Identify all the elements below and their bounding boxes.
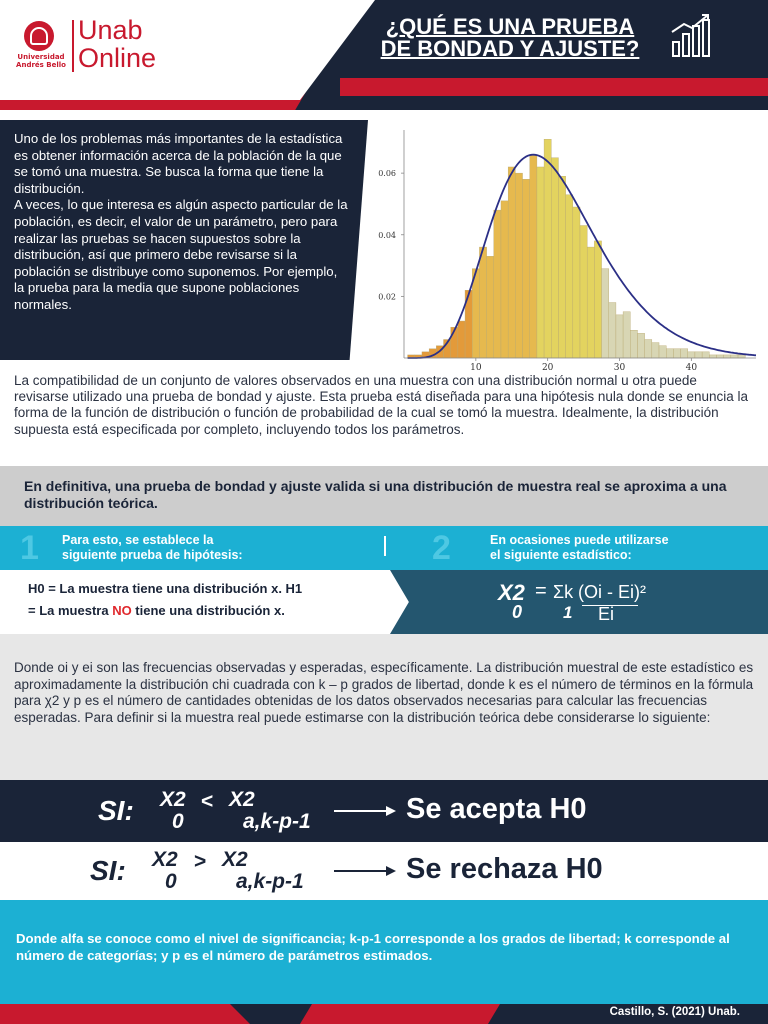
histogram-bar <box>652 343 659 358</box>
histogram-bar <box>537 167 544 358</box>
decision-reject-op: > <box>194 850 207 873</box>
paragraph-explanation: Donde oi y ei son las frecuencias observadas y esperadas, específicamente. La distribución muestral de este estadístico es aproximadamente la distribución chi cuadrada con k – p grados de libertad, donde k es el número de términos en la fórmula para χ2 y p es el número de cantidades obtenidas de los datos observados necesarias para calcular las frecuencias esperadas. Para definir si la muestra real puede estimarse con la distribución teórica debe considerarse lo siguiente: <box>14 660 754 725</box>
credit: Castillo, S. (2021) Unab. <box>609 1006 740 1018</box>
histogram-bar <box>551 158 558 358</box>
decision-reject-result: Se rechaza H0 <box>406 853 603 885</box>
histogram-bar <box>580 226 587 358</box>
page-title: ¿QUÉ ES UNA PRUEBA DE BONDAD Y AJUSTE? <box>380 14 640 61</box>
step-1-number: 1 <box>20 529 39 567</box>
histogram-bar <box>508 167 515 358</box>
decision-reject-rhs: X2 <box>222 848 248 871</box>
histogram-bar <box>738 355 745 358</box>
statistic-lhs: X2 <box>498 580 525 605</box>
step-2-label: En ocasiones puede utilizarse el siguiente estadístico: <box>490 533 669 562</box>
histogram-bar <box>716 355 723 358</box>
decision-accept-rhs-sub: a,k-p-1 <box>243 810 311 833</box>
statistic-denominator: Ei <box>598 604 615 624</box>
hypothesis-no: NO <box>112 603 132 618</box>
x-tick-label: 40 <box>685 363 698 372</box>
paragraph-compatibility: La compatibilidad de un conjunto de valores observados en una muestra con una distribución normal u otra puede revisarse utilizado una prueba de bondad y ajuste. Esta prueba está diseñada para una hipótesis nula donde se enuncia la forma de la función de distribución o función de probabilidad de la cual se tomó la muestra. Idealmente, la distribución supuesta está especificada por completo, incluyendo todos los parámetros. <box>14 373 749 437</box>
decision-accept-si: SI: <box>98 795 134 826</box>
hypothesis-text: H0 = La muestra tiene una distribución x. H1 = La muestra NO tiene una distribución x. <box>28 581 303 618</box>
histogram-bar <box>673 349 680 358</box>
histogram-bar <box>630 330 637 358</box>
arrow-right-icon <box>334 864 396 878</box>
histogram-bar <box>594 241 601 358</box>
decision-accept-rhs: X2 <box>229 788 255 811</box>
header-red-strip <box>340 78 768 96</box>
histogram-bar <box>688 352 695 358</box>
x-tick-label: 10 <box>470 363 482 372</box>
histogram-bar <box>681 349 688 358</box>
histogram-bar <box>501 201 508 358</box>
decision-accept-result: Se acepta H0 <box>406 793 587 825</box>
histogram-bar <box>659 346 666 358</box>
step-divider <box>384 536 386 556</box>
intro-text: Uno de los problemas más importantes de la estadística es obtener información acerca de la población de la que se tomó una muestra. Se busca la forma que tiene la distribución. A veces, lo que interesa es algún aspecto particular de la población, es decir, el valor de un parámetro, pero para realizar las pruebas se hacen supuestos sobre la distribución, así que primero debe revisarse si la población se distribuye como suponemos. Por ejemplo, la prueba para la media que supone poblaciones normales. <box>14 131 348 312</box>
arrow-right-icon <box>334 804 396 818</box>
step-1-label: Para esto, se establece la siguiente prueba de hipótesis: <box>62 533 243 562</box>
logo-university-name: Universidad Andrés Bello <box>16 53 66 69</box>
decision-reject-rhs-sub: a,k-p-1 <box>236 870 304 893</box>
note-text: Donde alfa se conoce como el nivel de significancia; k-p-1 corresponde a los grados de libertad; k corresponde al número de categorías; y p es el número de parámetros estimados. <box>16 931 730 963</box>
decision-reject-si: SI: <box>90 855 126 886</box>
university-seal-icon <box>24 21 54 51</box>
histogram-bar <box>479 247 486 358</box>
histogram-chart <box>368 122 760 372</box>
decision-accept-lhs: X2 <box>160 788 186 811</box>
decision-reject-lhs-sub: 0 <box>165 870 177 893</box>
histogram-bar <box>515 173 522 358</box>
histogram-bar <box>666 349 673 358</box>
histogram-bar <box>573 207 580 358</box>
logo-divider <box>72 20 74 72</box>
footer-red-stripe <box>300 1004 500 1024</box>
histogram-bar <box>623 312 630 358</box>
y-tick-label: 0.04 <box>378 230 396 240</box>
histogram-bar <box>602 269 609 358</box>
bar-chart-icon <box>670 12 716 58</box>
histogram-bar <box>494 210 501 358</box>
logo-unab: Unab <box>78 15 143 45</box>
histogram-bar <box>695 352 702 358</box>
histogram-bar <box>702 352 709 358</box>
histogram-bar <box>616 315 623 358</box>
histogram-bar <box>724 355 731 358</box>
decision-reject-lhs: X2 <box>152 848 178 871</box>
histogram-bar <box>637 333 644 358</box>
definition-text: En definitiva, una prueba de bondad y ajuste valida si una distribución de muestra real se aproxima a una distribución teórica. <box>24 478 727 511</box>
histogram-bar <box>587 247 594 358</box>
statistic-lhs-sub: 0 <box>512 602 523 622</box>
histogram-bar <box>458 321 465 358</box>
histogram-bar <box>544 139 551 358</box>
y-tick-label: 0.06 <box>378 169 396 179</box>
histogram-bar <box>645 340 652 358</box>
step-2-number: 2 <box>432 529 451 567</box>
y-tick-label: 0.02 <box>378 292 396 302</box>
decision-accept-lhs-sub: 0 <box>172 810 184 833</box>
statistic-sum: Σk <box>553 582 574 602</box>
statistic-sum-sub: 1 <box>563 603 573 622</box>
histogram-bar <box>709 355 716 358</box>
header-white-band <box>0 0 375 100</box>
histogram-bar <box>487 256 494 358</box>
histogram-bar <box>609 303 616 358</box>
x-tick-label: 20 <box>541 363 554 372</box>
histogram-bar <box>523 179 530 358</box>
statistic-numerator: (Oi - Ei)² <box>578 582 646 602</box>
histogram-bar <box>558 176 565 358</box>
footer-red-stripe <box>0 1004 250 1024</box>
logo-online: Online <box>78 43 157 73</box>
x-tick-label: 30 <box>613 363 626 372</box>
histogram-bar <box>530 155 537 358</box>
decision-accept-op: < <box>201 790 214 813</box>
statistic-eq: = <box>535 580 547 602</box>
histogram-bar <box>566 195 573 358</box>
histogram-bar <box>731 355 738 358</box>
